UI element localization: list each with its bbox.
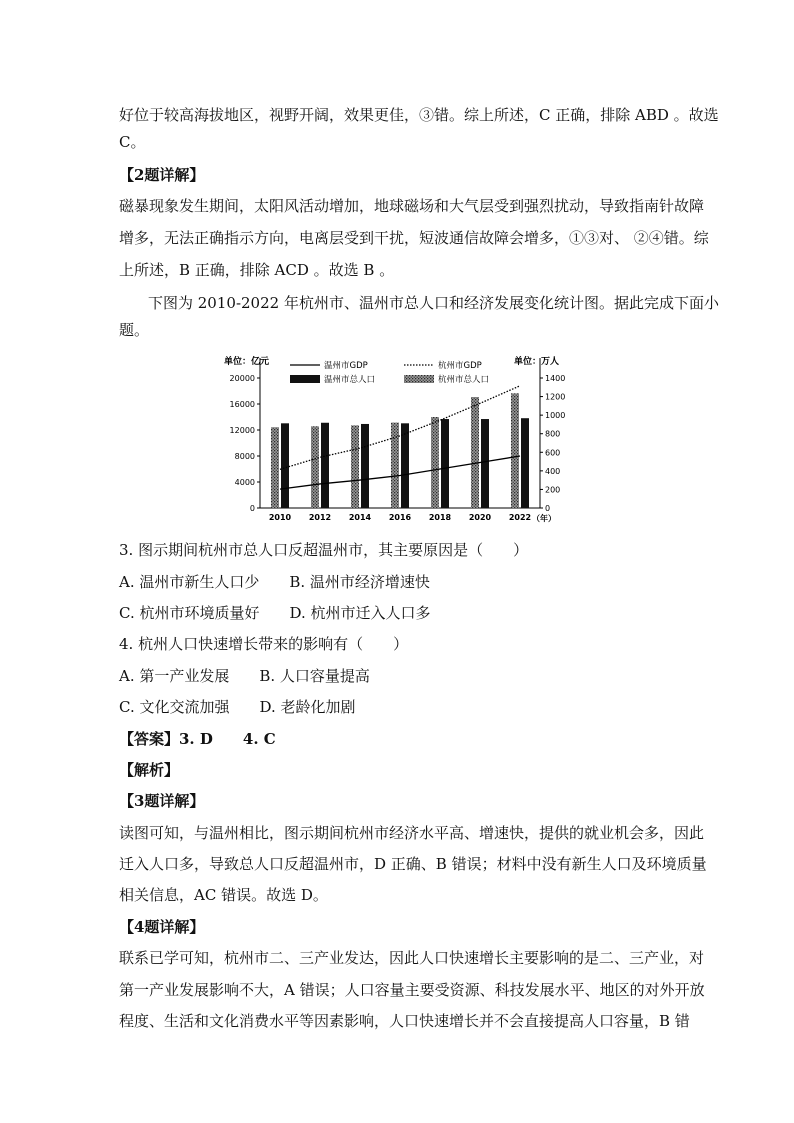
left-axis-tick-label: 8000 (234, 452, 255, 461)
bar-wz-pop (441, 419, 449, 508)
text-line: C. 文化交流加强 D. 老龄化加剧 (119, 698, 356, 716)
right-axis-tick-label: 1200 (545, 392, 566, 402)
text-line: 【解析】 (119, 761, 180, 779)
left-axis-unit: 单位：亿元 (224, 357, 270, 367)
bar-wz-pop (481, 419, 489, 508)
left-axis-tick-label: 0 (249, 504, 255, 513)
x-axis-tick-label: 2010 (268, 513, 292, 522)
text-line: 4. 杭州人口快速增长带来的影响有（ ） (119, 635, 409, 653)
text-line: 【3题详解】 (119, 792, 205, 810)
text-line: 相关信息，AC 错误。故选 D。 (119, 886, 328, 904)
right-axis-tick-label: 400 (545, 466, 561, 476)
legend-hz-pop-label: 杭州市总人口 (438, 375, 490, 385)
x-axis-tick-label: 2020 (468, 513, 492, 522)
bar-hz-pop (391, 423, 399, 508)
text-line: 【4题详解】 (119, 918, 205, 936)
text-line: A. 第一产业发展 B. 人口容量提高 (119, 667, 370, 685)
x-axis-tick-label: 2016 (388, 513, 412, 522)
bar-hz-pop (431, 417, 439, 508)
text-line: 题。 (119, 321, 150, 339)
chart-legend (290, 360, 489, 385)
text-line: 增多，无法正确指示方向，电离层受到干扰，短波通信故障会增多，①③对、 ②④错。综 (119, 229, 709, 247)
bar-wz-pop (321, 423, 329, 508)
text-line: 下图为 2010-2022 年杭州市、温州市总人口和经济发展变化统计图。据此完成下面小 (148, 294, 719, 312)
text-line: 【答案】3. D 4. C (119, 730, 276, 748)
text-line: 第一产业发展影响不大，A 错误；人口容量主要受资源、科技发展水平、地区的对外开放 (119, 981, 705, 999)
text-line: 联系已学可知，杭州市二、三产业发达，因此人口快速增长主要影响的是二、三产业，对 (119, 949, 705, 967)
bar-wz-pop (361, 424, 369, 508)
legend-wz-pop-label: 温州市总人口 (324, 375, 376, 385)
legend-wz-pop-swatch (290, 375, 320, 383)
bar-wz-pop (401, 423, 409, 508)
text-line: 上所述，B 正确，排除 ACD 。故选 B 。 (119, 261, 395, 279)
text-line: 【2题详解】 (119, 166, 205, 184)
right-axis-tick-label: 1000 (545, 411, 566, 421)
right-axis-tick-label: 1400 (545, 374, 566, 383)
left-axis-tick-label: 4000 (234, 478, 255, 487)
x-axis-tick-label: 2014 (348, 513, 372, 522)
left-axis-tick-label: 20000 (229, 374, 255, 383)
x-axis-tick-label: 2022 (508, 513, 532, 522)
right-axis-tick-label: 0 (545, 504, 551, 513)
text-line: 读图可知，与温州相比，图示期间杭州市经济水平高、增速快，提供的就业机会多，因此 (119, 824, 705, 842)
right-axis-tick-label: 600 (545, 448, 561, 458)
bar-hz-pop (271, 427, 279, 508)
legend-wz-gdp-label: 温州市GDP (324, 361, 368, 371)
bar-wz-pop (281, 423, 289, 508)
text-line: 程度、生活和文化消费水平等因素影响，人口快速增长并不会直接提高人口容量，B 错 (119, 1012, 690, 1030)
text-line: C。 (119, 133, 146, 151)
x-axis-tick-label: 2012 (308, 513, 332, 522)
text-line: 磁暴现象发生期间，太阳风活动增加，地球磁场和大气层受到强烈扰动，导致指南针故障 (119, 197, 705, 215)
right-axis-tick-label: 800 (545, 429, 561, 439)
bar-hz-pop (351, 425, 359, 508)
left-axis-tick-label: 12000 (229, 426, 255, 435)
bar-hz-pop (511, 393, 519, 508)
text-line: C. 杭州市环境质量好 D. 杭州市迁入人口多 (119, 604, 431, 622)
bar-hz-pop (471, 397, 479, 508)
text-line: 迁入人口多，导致总人口反超温州市，D 正确、B 错误；材料中没有新生人口及环境质量 (119, 855, 707, 873)
right-axis-unit: 单位：万人 (514, 357, 560, 367)
legend-hz-gdp-label: 杭州市GDP (438, 361, 482, 371)
text-line: 3. 图示期间杭州市总人口反超温州市，其主要原因是（ ） (119, 541, 529, 559)
x-axis-tick-label: 2018 (428, 513, 452, 522)
text-line: A. 温州市新生人口少 B. 温州市经济增速快 (119, 573, 430, 591)
population-gdp-chart (214, 348, 574, 528)
text-line: 好位于较高海拔地区，视野开阔，效果更佳，③错。综上所述，C 正确，排除 ABD 。故选 (119, 106, 719, 124)
right-axis-tick-label: 200 (545, 485, 561, 495)
left-axis-tick-label: 16000 (229, 400, 255, 409)
legend-hz-pop-swatch (404, 375, 434, 383)
bar-hz-pop (311, 426, 319, 508)
bar-wz-pop (521, 418, 529, 508)
x-axis-unit: （年） (532, 514, 556, 523)
